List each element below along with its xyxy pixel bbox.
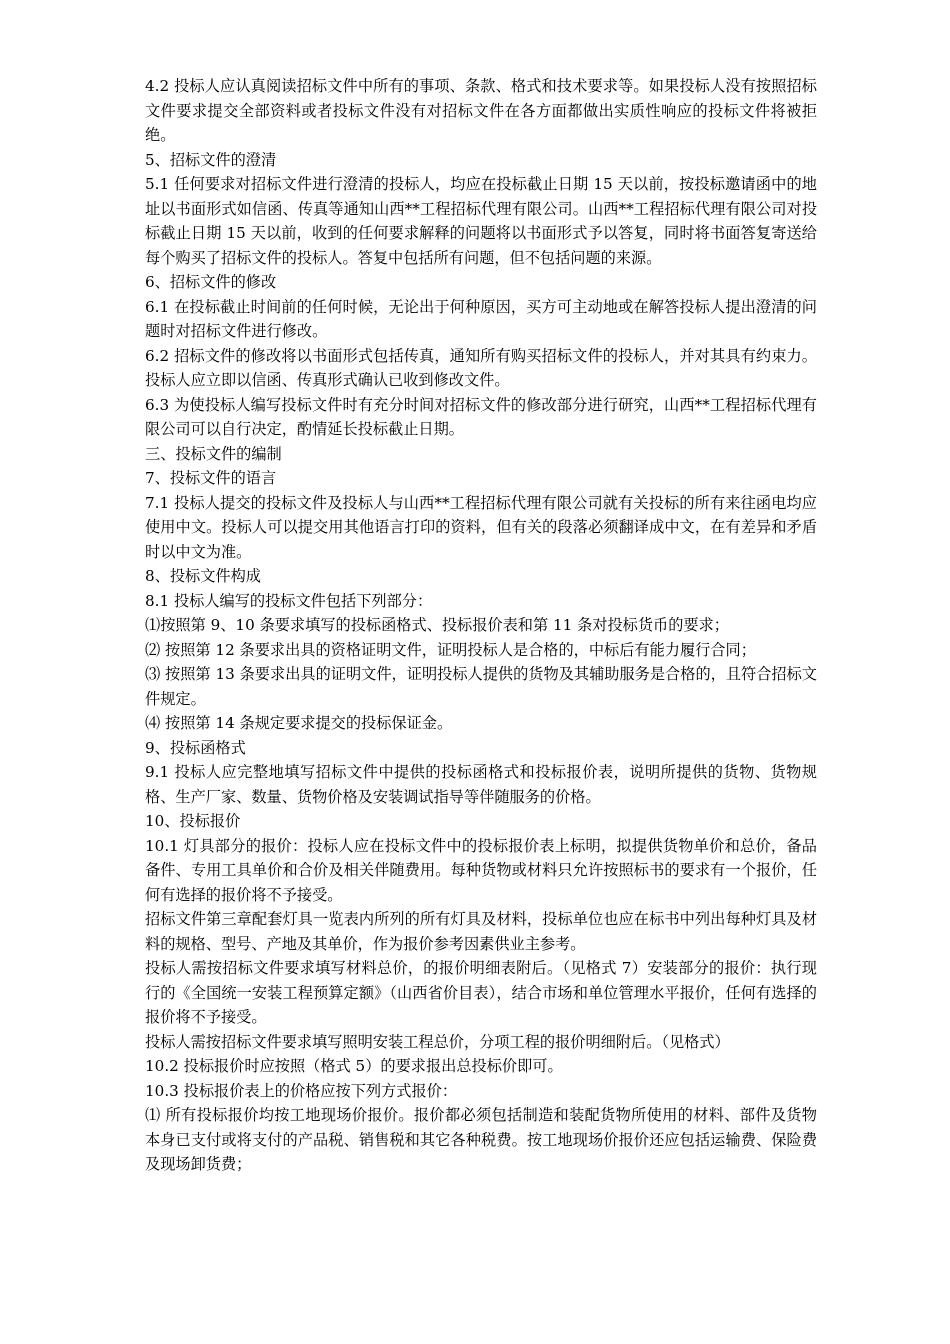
paragraph-5-1: 5.1 任何要求对招标文件进行澄清的投标人，均应在投标截止日期 15 天以前，按投标邀请函中的地址以书面形式如信函、传真等通知山西**工程招标代理有限公司。山西**工程招标代理有限公司对投标截止日期 15 天以前，收到的任何要求解释的问题将以书面形式予以答复，同时将书面答复寄送给每个购买了招标文件的投标人。答复中包括所有问题，但不包括问题的来源。 — [145, 175, 817, 267]
paragraph-lamp-list: 招标文件第三章配套灯具一览表内所列的所有灯具及材料，投标单位也应在标书中列出每种灯具及材料的规格、型号、产地及其单价，作为报价参考因素供业主参考。 — [145, 910, 817, 953]
paragraph-installation-total: 投标人需按招标文件要求填写照明安装工程总价，分项工程的报价明细附后。（见格式） — [145, 1032, 730, 1051]
section-heading-3: 三、投标文件的编制 — [145, 444, 282, 463]
heading-5-clarification: 5、招标文件的澄清 — [145, 150, 277, 169]
list-item-8-1-4: ⑷ 按照第 14 条规定要求提交的投标保证金。 — [145, 714, 453, 732]
list-item-8-1-3: ⑶ 按照第 13 条要求出具的证明文件，证明投标人提供的货物及其辅助服务是合格的，且符合招标文件规定。 — [145, 665, 817, 708]
paragraph-7-1: 7.1 投标人提交的投标文件及投标人与山西**工程招标代理有限公司就有关投标的所有来往函电均应使用中文。投标人可以提交用其他语言打印的资料，但有关的段落必须翻译成中文，在有差异和矛盾时以中文为准。 — [145, 493, 817, 561]
paragraph-4-2: 4.2 投标人应认真阅读招标文件中所有的事项、条款、格式和技术要求等。如果投标人没有按照招标文件要求提交全部资料或者投标文件没有对招标文件在各方面都做出实质性响应的投标文件将被拒绝。 — [145, 77, 817, 144]
paragraph-8-1: 8.1 投标人编写的投标文件包括下列部分： — [145, 591, 433, 610]
heading-8-composition: 8、投标文件构成 — [145, 567, 261, 585]
paragraph-10-3: 10.3 投标报价表上的价格应按下列方式报价： — [145, 1081, 458, 1100]
paragraph-6-2: 6.2 招标文件的修改将以书面形式包括传真，通知所有购买招标文件的投标人，并对其具有约束力。投标人应立即以信函、传真形式确认已收到修改文件。 — [145, 346, 817, 389]
list-item-8-1-1: ⑴按照第 9、10 条要求填写的投标函格式、投标报价表和第 11 条对投标货币的要求； — [145, 616, 729, 634]
heading-6-modification: 6、招标文件的修改 — [145, 273, 277, 291]
paragraph-10-2: 10.2 投标报价时应按照（格式 5）的要求报出总投标价即可。 — [145, 1057, 563, 1075]
paragraph-9-1: 9.1 投标人应完整地填写招标文件中提供的投标函格式和投标报价表，说明所提供的货物、货物规格、生产厂家、数量、货物价格及安装调试指导等伴随服务的价格。 — [145, 763, 817, 806]
document-body — [145, 74, 817, 1177]
heading-9-letter-format: 9、投标函格式 — [145, 738, 246, 757]
list-item-8-1-2: ⑵ 按照第 12 条要求出具的资格证明文件，证明投标人是合格的，中标后有能力履行合同； — [145, 640, 756, 659]
heading-7-language: 7、投标文件的语言 — [145, 469, 277, 487]
paragraph-6-3: 6.3 为使投标人编写投标文件时有充分时间对招标文件的修改部分进行研究，山西**工程招标代理有限公司可以自行决定，酌情延长投标截止日期。 — [145, 395, 817, 438]
paragraph-10-1: 10.1 灯具部分的报价：投标人应在投标文件中的投标报价表上标明，拟提供货物单价和总价，备品备件、专用工具单价和合价及相关伴随费用。每种货物或材料只允许按照标书的要求有一个报价，任何有选择的报价将不予接受。 — [145, 836, 817, 904]
heading-10-quotation: 10、投标报价 — [145, 812, 241, 830]
paragraph-6-1: 6.1 在投标截止时间前的任何时候，无论出于何种原因，买方可主动地或在解答投标人提出澄清的问题时对招标文件进行修改。 — [145, 297, 817, 340]
paragraph-material-total: 投标人需按招标文件要求填写材料总价，的报价明细表附后。（见格式 7）安装部分的报价：执行现行的《全国统一安装工程预算定额》（山西省价目表），结合市场和单位管理水平报价，任何有选择的报价将不予接受。 — [145, 959, 817, 1026]
list-item-10-3-1: ⑴ 所有投标报价均按工地现场价报价。报价都必须包括制造和装配货物所使用的材料、部件及货物本身已支付或将支付的产品税、销售税和其它各种税费。按工地现场价报价还应包括运输费、保险费及现场卸货费； — [145, 1106, 817, 1173]
